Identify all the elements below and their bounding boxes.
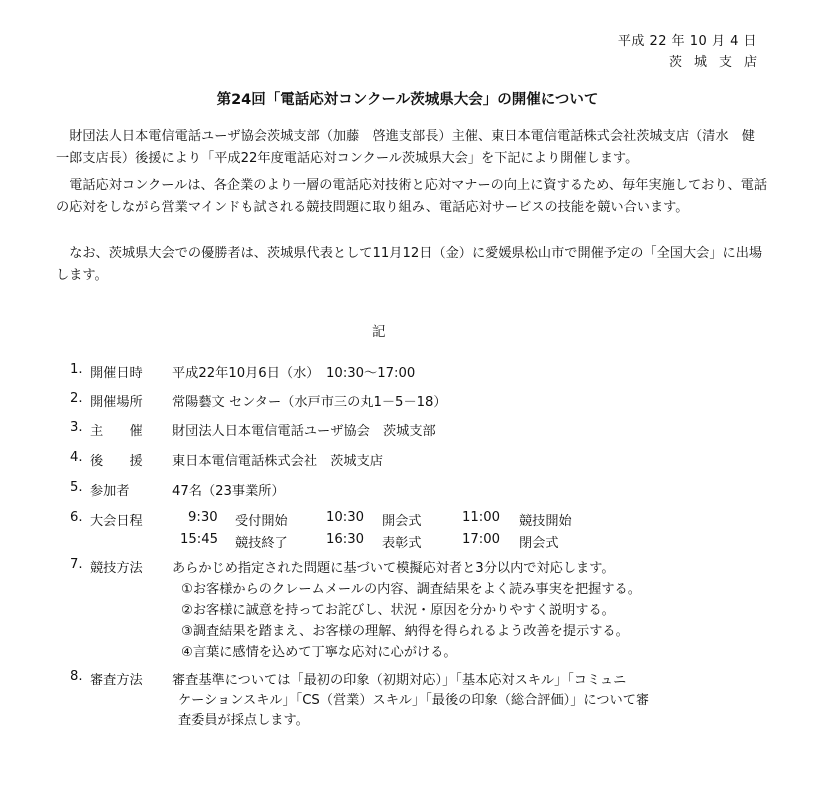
schedule-time: 11:00 (462, 510, 501, 525)
item-1-number: 1. (70, 362, 83, 377)
schedule-time: 15:45 (180, 532, 219, 547)
document-date: 平成 22 年 10 月 4 日 (617, 34, 757, 49)
item-4-label: 後 援 (90, 454, 143, 469)
judging-line: 査委員が採点します。 (178, 713, 309, 728)
schedule-event: 競技終了 (235, 536, 288, 551)
document-title: 第24回「電話応対コンクール茨城県大会」の開催について (216, 92, 599, 108)
item-7-label: 競技方法 (90, 561, 143, 576)
method-point: ②お客様に誠意を持ってお詫びし、状況・原因を分かりやすく説明する。 (181, 603, 615, 618)
item-1-label: 開催日時 (90, 366, 143, 381)
paragraph-2 (56, 175, 768, 219)
item-5-number: 5. (70, 480, 83, 495)
item-1-value: 平成22年10月6日（水） 10:30～17:00 (172, 366, 416, 381)
paragraph-3 (56, 243, 768, 287)
item-3-value: 財団法人日本電信電話ユーザ協会 茨城支部 (172, 424, 436, 439)
schedule-event: 競技開始 (519, 514, 572, 529)
item-3-number: 3. (70, 420, 83, 435)
item-7-number: 7. (70, 557, 83, 572)
item-2-number: 2. (70, 391, 83, 406)
judging-line: 審査基準については「最初の印象（初期対応）」「基本応対スキル」「コミュニ (172, 673, 627, 688)
method-point: ③調査結果を踏まえ、お客様の理解、納得を得られるよう改善を提示する。 (181, 624, 629, 639)
judging-line: ケーションスキル」「CS（営業）スキル」「最後の印象（総合評価）」について審 (178, 693, 650, 708)
paragraph-1-text: 財団法人日本電信電話ユーザ協会茨城支部（加藤 啓進支部長）主催、東日本電信電話株式会社茨城支店（清水 健一郎支店長）後援により「平成22年度電話応対コンクール茨城県大会」を下記により開催します。 (56, 129, 755, 166)
item-4-number: 4. (70, 450, 83, 465)
item-6-label: 大会日程 (90, 514, 143, 529)
item-5-value: 47名（23事業所） (172, 484, 285, 499)
issuer-branch: 茨城支店 (668, 55, 769, 70)
item-2-label: 開催場所 (90, 395, 143, 410)
item-8-number: 8. (70, 669, 83, 684)
item-6-number: 6. (70, 510, 83, 525)
item-5-label: 参加者 (90, 484, 130, 499)
schedule-event: 受付開始 (235, 514, 288, 529)
item-3-label: 主 催 (90, 424, 143, 439)
item-2-value: 常陽藝文 センター（水戸市三の丸1－5－18） (172, 395, 447, 410)
schedule-event: 表彰式 (382, 536, 422, 551)
item-4-value: 東日本電信電話株式会社 茨城支店 (172, 454, 383, 469)
paragraph-1 (56, 126, 768, 170)
item-7-value: あらかじめ指定された問題に基づいて模擬応対者と3分以内で対応します。 (172, 561, 615, 576)
schedule-time: 17:00 (462, 532, 501, 547)
schedule-event: 閉会式 (519, 536, 559, 551)
schedule-time: 10:30 (326, 510, 365, 525)
ki-heading: 記 (372, 324, 386, 340)
paragraph-3-text: なお、茨城県大会での優勝者は、茨城県代表として11月12日（金）に愛媛県松山市で開催予定の「全国大会」に出場します。 (56, 246, 763, 283)
schedule-time: 16:30 (326, 532, 365, 547)
method-point: ①お客様からのクレームメールの内容、調査結果をよく読み事実を把握する。 (181, 582, 641, 597)
schedule-time: 9:30 (188, 510, 218, 525)
paragraph-2-text: 電話応対コンクールは、各企業のより一層の電話応対技術と応対マナーの向上に資するため、毎年実施しており、電話の応対をしながら営業マインドも試される競技問題に取り組み、電話応対サービスの技能を競い合います。 (56, 178, 768, 215)
method-point: ④言葉に感情を込めて丁寧な応対に心がける。 (181, 645, 457, 660)
item-8-label: 審査方法 (90, 673, 143, 688)
schedule-event: 開会式 (382, 514, 422, 529)
